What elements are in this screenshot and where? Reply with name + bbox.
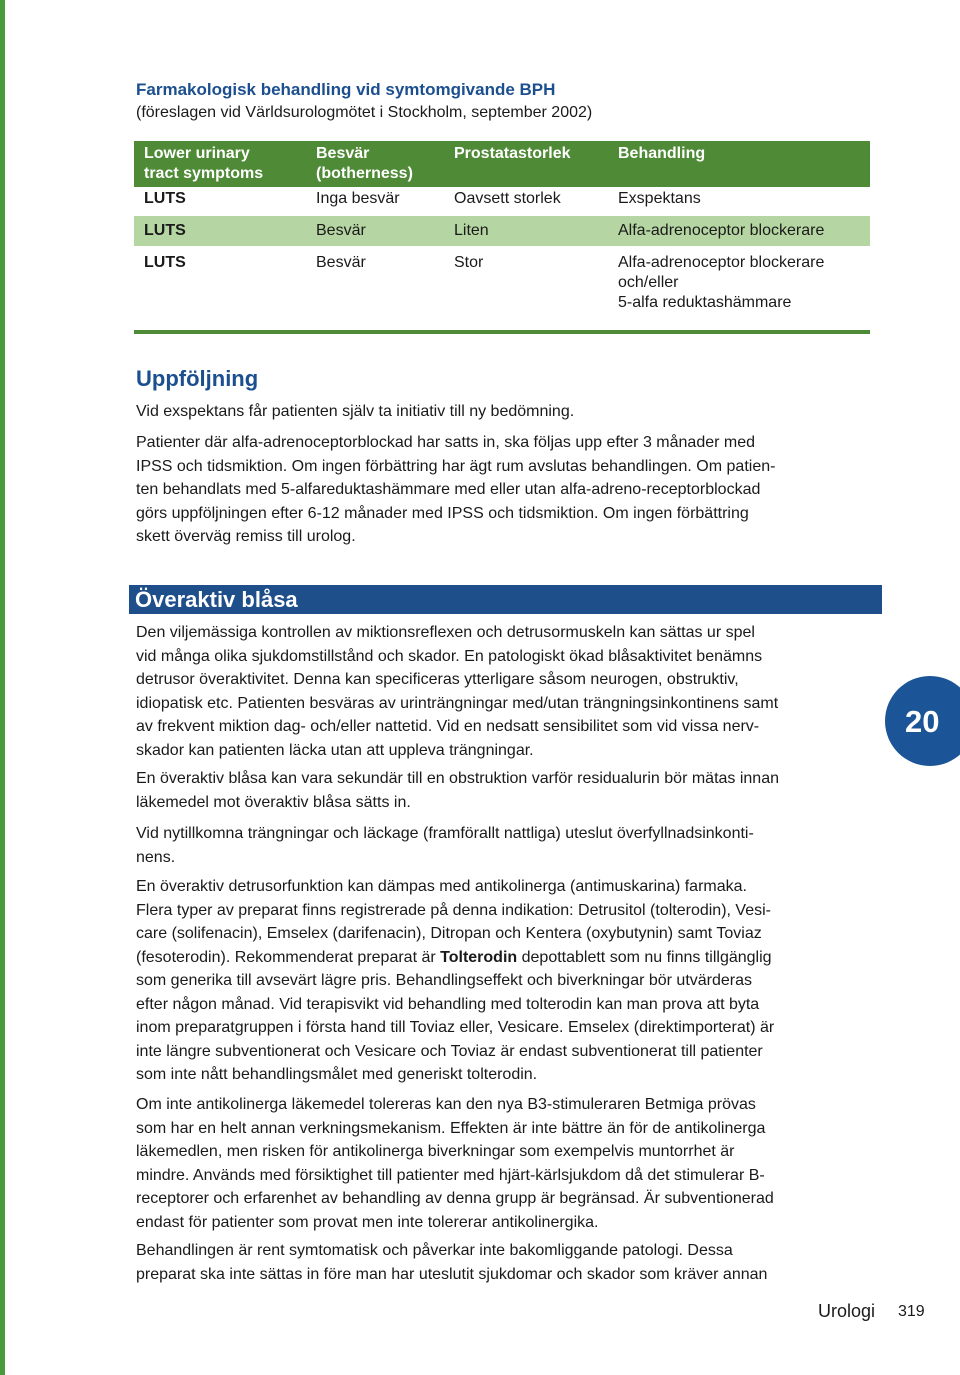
- overaktiv-paragraph-5: Om inte antikolinerga läkemedel tolereras kan den nya B3-stimuleraren Betmiga prövas som har en helt annan verkningsmekanism. Effekten är inte bättre än för de antikolinerga läkemedlen, men risken för antikolinerga biverkningar som exempelvis muntorrhet är mindre. Används med försiktighet till patienter med hjärt-kärlsjukdom då det stimulerar B- receptorer och erfarenhet av behandling av denna grupp är begränsad. Är subventionerad endast för patienter som provat men inte tolererar antikolinergika.: [136, 1096, 774, 1231]
- overaktiv-paragraph-2: En överaktiv blåsa kan vara sekundär till en obstruktion varför residualurin bör mätas innan läkemedel mot överaktiv blåsa sätts in.: [136, 770, 779, 811]
- recommended-drug: Tolterodin: [440, 948, 518, 966]
- chapter-tab: [885, 676, 960, 766]
- cell-luts: LUTS: [134, 216, 306, 246]
- footer-section-name: Urologi: [818, 1301, 876, 1321]
- overaktiv-paragraph-6: Behandlingen är rent symtomatisk och påverkar inte bakomliggande patologi. Dessa preparat ska inte sättas in före man har uteslutit sjukdomar och skador som kräver annan: [136, 1242, 768, 1283]
- overaktiv-paragraph-3: Vid nytillkomna trängningar och läckage (framförallt nattliga) uteslut överfyllnadsinkonti- nens.: [136, 825, 754, 866]
- table-subtitle: (föreslagen vid Världsurologmötet i Stockholm, september 2002): [136, 104, 593, 121]
- left-margin-rule: [0, 0, 5, 1375]
- cell-besvar: Inga besvär: [306, 187, 444, 216]
- cell-besvar: Besvär: [306, 216, 444, 246]
- bph-treatment-table: [134, 141, 870, 334]
- header-behandling: Behandling: [608, 141, 870, 187]
- cell-behandling: Alfa-adrenoceptor blockerare: [608, 216, 870, 246]
- cell-behandling: Exspektans: [608, 187, 870, 216]
- cell-storlek: Stor: [444, 246, 608, 332]
- uppfoljning-heading: Uppföljning: [136, 366, 259, 391]
- table-row: [134, 246, 870, 332]
- cell-luts: LUTS: [134, 246, 306, 332]
- table-title: Farmakologisk behandling vid symtomgivande BPH: [136, 80, 556, 99]
- uppfoljning-paragraph-2: Patienter där alfa-adrenoceptorblockad har satts in, ska följas upp efter 3 månader med IPSS och tidsmiktion. Om ingen förbättring har ägt rum avslutas behandlingen. Om patien- ten behandlats med 5-alfareduktashämmare med eller utan alfa-adreno-receptorblockad görs uppföljningen efter 6-12 månader med IPSS och tidsmiktion. Om ingen förbättring skett överväg remiss till urolog.: [136, 434, 776, 545]
- overaktiv-paragraph-1: Den viljemässiga kontrollen av miktionsreflexen och detrusormuskeln kan sättas ur spel vid många olika sjukdomstillstånd och skador. En patologiskt ökad blåsaktivitet benämns detrusor överaktivitet. Denna kan specificeras ytterligare såsom neurogen, obstruktiv, idiopatisk etc. Patienten besväras av urinträngningar med/utan trängningsinkontinens samt av frekvent miktion dag- och/eller nattetid. Vid en nedsatt sensibilitet som vid vissa nerv- skador kan patienten läcka utan att uppleva trängningar.: [136, 624, 779, 759]
- section-banner-overaktiv-blasa: [129, 585, 882, 614]
- header-prostatastorlek: Prostatastorlek: [444, 141, 608, 187]
- overaktiv-paragraph-4: En överaktiv detrusorfunktion kan dämpas med antikolinerga (antimuskarina) farmaka. Flera typer av preparat finns registrerade på denna indikation: Detrusitol (tolterodin), Vesi- care (solifenacin), Emselex (darifenacin), Ditropan och Kentera (oxybutynin) samt Toviaz (fesoterodin). Rekommenderat preparat är Tolterodin depottablett som nu finns tillgänglig som generika till avsevärt lägre pris. Behandlingseffekt och biverkningar bör utvärderas efter någon månad. Vid terapisvikt vid behandling med tolterodin kan man prova att byta inom preparatgruppen i första hand till Toviaz eller, Vesicare. Emselex (direktimporterat) är inte längre subventionerat och Vesicare och Toviaz är endast subventionerat till patienter som inte nått behandlingsmålet med generiskt tolterodin.: [136, 878, 775, 1083]
- uppfoljning-paragraph-1: Vid exspektans får patienten själv ta initiativ till ny bedömning.: [136, 403, 575, 420]
- header-besvar: Besvär (botherness): [306, 141, 444, 187]
- table-header-row: [134, 141, 870, 187]
- cell-behandling: Alfa-adrenoceptor blockerare och/eller 5-alfa reduktashämmare: [608, 246, 870, 332]
- table-row: [134, 187, 870, 216]
- chapter-number: 20: [905, 704, 940, 739]
- cell-besvar: Besvär: [306, 246, 444, 332]
- cell-storlek: Oavsett storlek: [444, 187, 608, 216]
- table-row: [134, 216, 870, 246]
- banner-title: Överaktiv blåsa: [135, 587, 298, 612]
- header-luts: Lower urinary tract symptoms: [134, 141, 306, 187]
- cell-luts: LUTS: [134, 187, 306, 216]
- cell-storlek: Liten: [444, 216, 608, 246]
- page-number: 319: [898, 1303, 925, 1320]
